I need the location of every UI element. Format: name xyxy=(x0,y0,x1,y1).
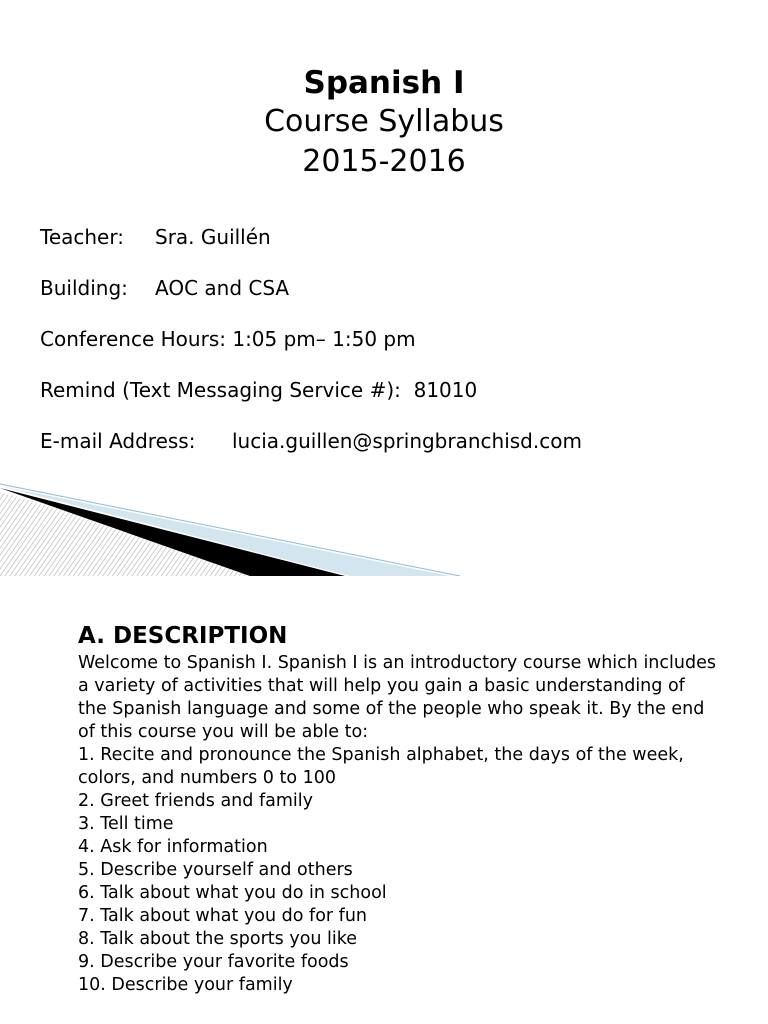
decorative-swoosh xyxy=(0,478,768,576)
info-label: E-mail Address: xyxy=(40,429,196,453)
info-row-building xyxy=(40,275,582,326)
info-row-remind xyxy=(40,377,582,428)
info-value: 1:05 pm– 1:50 pm xyxy=(232,327,416,351)
course-subtitle: Course Syllabus xyxy=(264,104,504,139)
info-label: Remind (Text Messaging Service #): xyxy=(40,378,401,402)
info-value: 81010 xyxy=(413,378,478,402)
course-title: Spanish I xyxy=(303,65,465,101)
list-item: 9. Describe your favorite foods xyxy=(78,952,349,972)
info-row-conference-hours xyxy=(40,326,582,377)
teacher-info xyxy=(40,224,582,479)
info-label: Teacher: xyxy=(40,225,124,249)
list-item: 5. Describe yourself and others xyxy=(78,860,353,880)
info-value: AOC and CSA xyxy=(155,276,290,300)
list-item: 4. Ask for information xyxy=(78,837,268,857)
list-item: 8. Talk about the sports you like xyxy=(78,929,358,949)
list-item: 6. Talk about what you do in school xyxy=(78,883,387,903)
list-item: 2. Greet friends and family xyxy=(78,791,313,811)
list-item: 10. Describe your family xyxy=(78,975,293,995)
info-row-email xyxy=(40,428,582,479)
info-value: Sra. Guillén xyxy=(155,225,271,249)
info-row-teacher xyxy=(40,224,582,275)
list-item: 3. Tell time xyxy=(78,814,174,834)
section-heading: A. DESCRIPTION xyxy=(78,623,288,649)
title-block xyxy=(0,64,768,182)
objectives-list xyxy=(78,744,718,997)
list-item: 1. Recite and pronounce the Spanish alphabet, the days of the week, colors, and numbers 0 to 100 xyxy=(78,745,684,788)
info-label: Building: xyxy=(40,276,128,300)
info-label: Conference Hours: xyxy=(40,327,226,351)
list-item: 7. Talk about what you do for fun xyxy=(78,906,368,926)
info-value: lucia.guillen@springbranchisd.com xyxy=(232,429,582,453)
description-intro: Welcome to Spanish I. Spanish I is an introductory course which includes a variety of activities that will help you gain a basic understanding of the Spanish language and some of the people who speak it. By the end of this course you will be able to: xyxy=(78,653,716,742)
slide-description xyxy=(0,576,768,1024)
description-section xyxy=(78,620,718,997)
school-year: 2015-2016 xyxy=(302,144,466,179)
